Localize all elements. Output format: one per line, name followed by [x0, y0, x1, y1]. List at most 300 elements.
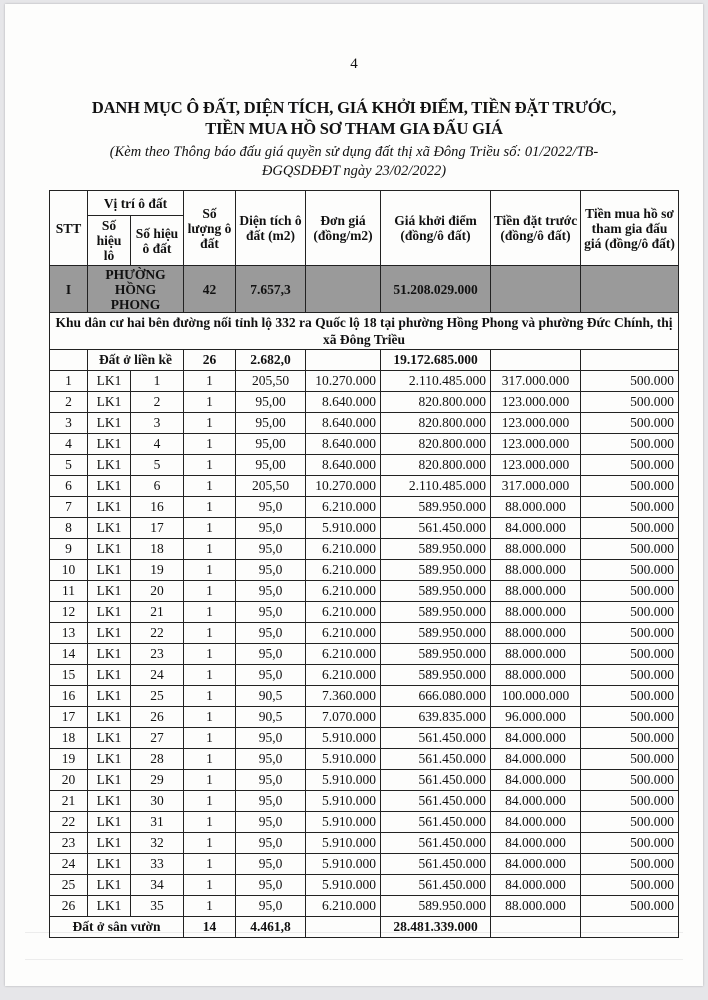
row-plot-code: 17 [131, 518, 184, 539]
row-stt: 4 [50, 434, 88, 455]
group-starting-price: 28.481.339.000 [381, 917, 491, 938]
row-plot-code: 34 [131, 875, 184, 896]
land-plot-table [49, 190, 679, 938]
row-area: 95,0 [236, 644, 306, 665]
row-lot-code: LK1 [88, 833, 131, 854]
row-unit-price: 10.270.000 [306, 371, 381, 392]
row-deposit: 84.000.000 [491, 833, 581, 854]
table-row [50, 833, 679, 854]
row-area: 95,0 [236, 623, 306, 644]
row-plot-code: 33 [131, 854, 184, 875]
row-plot-code: 2 [131, 392, 184, 413]
row-lot-code: LK1 [88, 791, 131, 812]
table-row [50, 518, 679, 539]
row-unit-price: 6.210.000 [306, 581, 381, 602]
row-deposit: 84.000.000 [491, 854, 581, 875]
row-deposit: 84.000.000 [491, 728, 581, 749]
row-starting-price: 820.800.000 [381, 413, 491, 434]
header-location-group: Vị trí ô đất [88, 191, 184, 216]
row-starting-price: 561.450.000 [381, 854, 491, 875]
row-unit-price: 8.640.000 [306, 413, 381, 434]
row-starting-price: 561.450.000 [381, 749, 491, 770]
title-line-1: DANH MỤC Ô ĐẤT, DIỆN TÍCH, GIÁ KHỞI ĐIỂM, TIỀN ĐẶT TRƯỚC, [91, 98, 617, 117]
area-heading-row [50, 313, 679, 350]
row-deposit: 88.000.000 [491, 497, 581, 518]
group-starting-price: 19.172.685.000 [381, 350, 491, 371]
row-dossier-fee: 500.000 [581, 413, 679, 434]
row-unit-price: 5.910.000 [306, 854, 381, 875]
group-row-san-vuon [50, 917, 679, 938]
row-lot-code: LK1 [88, 371, 131, 392]
header-deposit: Tiền đặt trước (đồng/ô đất) [491, 191, 581, 266]
table-row [50, 749, 679, 770]
header-stt: STT [50, 191, 88, 266]
row-stt: 8 [50, 518, 88, 539]
row-unit-price: 8.640.000 [306, 434, 381, 455]
table-row [50, 602, 679, 623]
row-starting-price: 589.950.000 [381, 560, 491, 581]
row-quantity: 1 [184, 749, 236, 770]
row-starting-price: 2.110.485.000 [381, 371, 491, 392]
row-dossier-fee: 500.000 [581, 854, 679, 875]
table-row [50, 770, 679, 791]
table-row [50, 392, 679, 413]
row-deposit: 123.000.000 [491, 392, 581, 413]
row-area: 95,00 [236, 392, 306, 413]
row-deposit: 123.000.000 [491, 455, 581, 476]
row-plot-code: 25 [131, 686, 184, 707]
row-deposit: 88.000.000 [491, 896, 581, 917]
table-row [50, 371, 679, 392]
row-lot-code: LK1 [88, 539, 131, 560]
row-lot-code: LK1 [88, 455, 131, 476]
row-quantity: 1 [184, 833, 236, 854]
stamp-mark [688, 364, 704, 484]
row-dossier-fee: 500.000 [581, 602, 679, 623]
row-area: 205,50 [236, 476, 306, 497]
table-row [50, 623, 679, 644]
subtitle-line-1: (Kèm theo Thông báo đấu giá quyền sử dụng đất thị xã Đông Triều số: 01/2022/TB- [109, 144, 599, 160]
row-stt: 15 [50, 665, 88, 686]
row-dossier-fee: 500.000 [581, 497, 679, 518]
row-unit-price: 5.910.000 [306, 791, 381, 812]
row-deposit: 317.000.000 [491, 476, 581, 497]
table-row [50, 812, 679, 833]
row-area: 95,0 [236, 770, 306, 791]
row-quantity: 1 [184, 476, 236, 497]
row-area: 95,0 [236, 665, 306, 686]
row-starting-price: 561.450.000 [381, 518, 491, 539]
row-quantity: 1 [184, 791, 236, 812]
row-unit-price: 7.070.000 [306, 707, 381, 728]
row-unit-price: 5.910.000 [306, 833, 381, 854]
row-quantity: 1 [184, 434, 236, 455]
header-area: Diện tích ô đất (m2) [236, 191, 306, 266]
row-dossier-fee: 500.000 [581, 770, 679, 791]
row-deposit: 88.000.000 [491, 602, 581, 623]
row-starting-price: 589.950.000 [381, 581, 491, 602]
row-lot-code: LK1 [88, 497, 131, 518]
row-plot-code: 19 [131, 560, 184, 581]
row-unit-price: 5.910.000 [306, 728, 381, 749]
row-quantity: 1 [184, 896, 236, 917]
row-stt: 20 [50, 770, 88, 791]
table-row [50, 665, 679, 686]
row-stt: 23 [50, 833, 88, 854]
row-plot-code: 30 [131, 791, 184, 812]
row-deposit: 88.000.000 [491, 665, 581, 686]
row-lot-code: LK1 [88, 707, 131, 728]
row-lot-code: LK1 [88, 686, 131, 707]
header-plot-code: Số hiệu ô đất [131, 216, 184, 266]
row-plot-code: 23 [131, 644, 184, 665]
row-area: 95,0 [236, 875, 306, 896]
row-stt: 11 [50, 581, 88, 602]
row-area: 95,00 [236, 413, 306, 434]
row-starting-price: 589.950.000 [381, 623, 491, 644]
table-row [50, 476, 679, 497]
row-plot-code: 3 [131, 413, 184, 434]
row-plot-code: 29 [131, 770, 184, 791]
row-unit-price: 10.270.000 [306, 476, 381, 497]
row-dossier-fee: 500.000 [581, 623, 679, 644]
row-area: 95,0 [236, 602, 306, 623]
row-dossier-fee: 500.000 [581, 539, 679, 560]
row-stt: 9 [50, 539, 88, 560]
row-dossier-fee: 500.000 [581, 686, 679, 707]
document-page [5, 4, 703, 986]
page-number: 4 [350, 56, 358, 72]
table-row [50, 497, 679, 518]
row-unit-price: 7.360.000 [306, 686, 381, 707]
ward-deposit [491, 266, 581, 313]
row-lot-code: LK1 [88, 623, 131, 644]
row-area: 95,0 [236, 833, 306, 854]
row-dossier-fee: 500.000 [581, 728, 679, 749]
row-quantity: 1 [184, 581, 236, 602]
row-deposit: 88.000.000 [491, 581, 581, 602]
row-stt: 25 [50, 875, 88, 896]
ward-quantity: 42 [184, 266, 236, 313]
row-area: 95,0 [236, 518, 306, 539]
row-lot-code: LK1 [88, 770, 131, 791]
row-dossier-fee: 500.000 [581, 875, 679, 896]
scan-artifact-line [25, 959, 683, 960]
row-starting-price: 589.950.000 [381, 602, 491, 623]
row-starting-price: 820.800.000 [381, 455, 491, 476]
table-row [50, 434, 679, 455]
row-deposit: 84.000.000 [491, 791, 581, 812]
row-lot-code: LK1 [88, 413, 131, 434]
row-lot-code: LK1 [88, 875, 131, 896]
row-deposit: 88.000.000 [491, 560, 581, 581]
row-dossier-fee: 500.000 [581, 644, 679, 665]
ward-name: PHƯỜNG HỒNG PHONG [88, 266, 184, 313]
row-deposit: 84.000.000 [491, 770, 581, 791]
table-row [50, 896, 679, 917]
row-quantity: 1 [184, 707, 236, 728]
row-plot-code: 22 [131, 623, 184, 644]
row-plot-code: 4 [131, 434, 184, 455]
table-row [50, 455, 679, 476]
row-stt: 26 [50, 896, 88, 917]
header-lot-code: Số hiệu lô [88, 216, 131, 266]
ward-area: 7.657,3 [236, 266, 306, 313]
row-area: 95,0 [236, 896, 306, 917]
row-starting-price: 639.835.000 [381, 707, 491, 728]
row-starting-price: 666.080.000 [381, 686, 491, 707]
row-plot-code: 32 [131, 833, 184, 854]
row-plot-code: 6 [131, 476, 184, 497]
group-label: Đất ở liền kề [88, 350, 184, 371]
table-row [50, 728, 679, 749]
group-area: 4.461,8 [236, 917, 306, 938]
row-dossier-fee: 500.000 [581, 581, 679, 602]
row-unit-price: 6.210.000 [306, 539, 381, 560]
row-stt: 17 [50, 707, 88, 728]
row-quantity: 1 [184, 497, 236, 518]
row-starting-price: 589.950.000 [381, 665, 491, 686]
row-unit-price: 6.210.000 [306, 623, 381, 644]
row-stt: 7 [50, 497, 88, 518]
row-quantity: 1 [184, 812, 236, 833]
row-area: 95,00 [236, 434, 306, 455]
table-row [50, 539, 679, 560]
title-line-2: TIỀN MUA HỒ SƠ THAM GIA ĐẤU GIÁ [205, 119, 503, 138]
row-stt: 14 [50, 644, 88, 665]
row-dossier-fee: 500.000 [581, 455, 679, 476]
row-plot-code: 28 [131, 749, 184, 770]
row-lot-code: LK1 [88, 812, 131, 833]
row-unit-price: 5.910.000 [306, 749, 381, 770]
area-heading: Khu dân cư hai bên đường nối tỉnh lộ 332 ra Quốc lộ 18 tại phường Hồng Phong và phường Đức Chính, thị xã Đông Triều [50, 313, 679, 350]
document-title [5, 97, 703, 139]
row-starting-price: 561.450.000 [381, 875, 491, 896]
row-area: 95,0 [236, 497, 306, 518]
row-deposit: 84.000.000 [491, 875, 581, 896]
row-dossier-fee: 500.000 [581, 560, 679, 581]
table-row [50, 707, 679, 728]
row-stt: 22 [50, 812, 88, 833]
row-unit-price: 6.210.000 [306, 665, 381, 686]
row-starting-price: 820.800.000 [381, 392, 491, 413]
row-lot-code: LK1 [88, 728, 131, 749]
row-unit-price: 5.910.000 [306, 518, 381, 539]
row-area: 95,0 [236, 581, 306, 602]
table-row [50, 644, 679, 665]
group-area: 2.682,0 [236, 350, 306, 371]
ward-starting-price: 51.208.029.000 [381, 266, 491, 313]
row-area: 90,5 [236, 707, 306, 728]
row-quantity: 1 [184, 623, 236, 644]
row-deposit: 84.000.000 [491, 518, 581, 539]
row-quantity: 1 [184, 665, 236, 686]
document-subtitle [65, 143, 643, 181]
row-dossier-fee: 500.000 [581, 665, 679, 686]
row-lot-code: LK1 [88, 665, 131, 686]
row-area: 95,0 [236, 854, 306, 875]
row-area: 95,00 [236, 455, 306, 476]
subtitle-line-2: ĐGQSDĐĐT ngày 23/02/2022) [261, 163, 447, 179]
row-starting-price: 561.450.000 [381, 728, 491, 749]
row-area: 95,0 [236, 560, 306, 581]
row-lot-code: LK1 [88, 644, 131, 665]
row-starting-price: 589.950.000 [381, 497, 491, 518]
row-quantity: 1 [184, 413, 236, 434]
row-unit-price: 5.910.000 [306, 875, 381, 896]
row-lot-code: LK1 [88, 749, 131, 770]
row-unit-price: 6.210.000 [306, 602, 381, 623]
row-stt: 1 [50, 371, 88, 392]
row-lot-code: LK1 [88, 896, 131, 917]
row-dossier-fee: 500.000 [581, 812, 679, 833]
row-quantity: 1 [184, 518, 236, 539]
row-quantity: 1 [184, 392, 236, 413]
row-plot-code: 18 [131, 539, 184, 560]
row-plot-code: 26 [131, 707, 184, 728]
row-plot-code: 27 [131, 728, 184, 749]
row-quantity: 1 [184, 371, 236, 392]
row-stt: 5 [50, 455, 88, 476]
row-dossier-fee: 500.000 [581, 371, 679, 392]
row-starting-price: 589.950.000 [381, 644, 491, 665]
row-quantity: 1 [184, 602, 236, 623]
row-stt: 21 [50, 791, 88, 812]
row-dossier-fee: 500.000 [581, 476, 679, 497]
row-deposit: 123.000.000 [491, 413, 581, 434]
row-quantity: 1 [184, 686, 236, 707]
row-unit-price: 6.210.000 [306, 644, 381, 665]
row-lot-code: LK1 [88, 560, 131, 581]
row-stt: 10 [50, 560, 88, 581]
row-stt: 16 [50, 686, 88, 707]
row-quantity: 1 [184, 728, 236, 749]
ward-stt: I [50, 266, 88, 313]
row-unit-price: 6.210.000 [306, 560, 381, 581]
group-row-lien-ke [50, 350, 679, 371]
row-lot-code: LK1 [88, 602, 131, 623]
header-dossier-fee: Tiền mua hồ sơ tham gia đấu giá (đồng/ô đất) [581, 191, 679, 266]
row-deposit: 317.000.000 [491, 371, 581, 392]
row-deposit: 96.000.000 [491, 707, 581, 728]
row-unit-price: 8.640.000 [306, 392, 381, 413]
row-starting-price: 561.450.000 [381, 791, 491, 812]
table-row [50, 875, 679, 896]
row-quantity: 1 [184, 560, 236, 581]
row-unit-price: 8.640.000 [306, 455, 381, 476]
row-dossier-fee: 500.000 [581, 833, 679, 854]
row-quantity: 1 [184, 455, 236, 476]
row-area: 205,50 [236, 371, 306, 392]
row-unit-price: 5.910.000 [306, 812, 381, 833]
header-unit-price: Đơn giá (đồng/m2) [306, 191, 381, 266]
row-deposit: 88.000.000 [491, 644, 581, 665]
row-quantity: 1 [184, 770, 236, 791]
row-area: 95,0 [236, 749, 306, 770]
row-starting-price: 561.450.000 [381, 812, 491, 833]
row-area: 95,0 [236, 728, 306, 749]
row-unit-price: 6.210.000 [306, 896, 381, 917]
row-starting-price: 2.110.485.000 [381, 476, 491, 497]
row-stt: 24 [50, 854, 88, 875]
row-plot-code: 31 [131, 812, 184, 833]
row-dossier-fee: 500.000 [581, 749, 679, 770]
row-stt: 2 [50, 392, 88, 413]
row-starting-price: 820.800.000 [381, 434, 491, 455]
row-dossier-fee: 500.000 [581, 896, 679, 917]
row-deposit: 123.000.000 [491, 434, 581, 455]
table-row [50, 413, 679, 434]
group-quantity: 14 [184, 917, 236, 938]
row-plot-code: 35 [131, 896, 184, 917]
header-quantity: Số lượng ô đất [184, 191, 236, 266]
header-starting-price: Giá khởi điểm (đồng/ô đất) [381, 191, 491, 266]
row-dossier-fee: 500.000 [581, 392, 679, 413]
row-unit-price: 5.910.000 [306, 770, 381, 791]
row-plot-code: 24 [131, 665, 184, 686]
row-starting-price: 589.950.000 [381, 539, 491, 560]
table-row [50, 560, 679, 581]
row-deposit: 88.000.000 [491, 539, 581, 560]
row-lot-code: LK1 [88, 476, 131, 497]
row-lot-code: LK1 [88, 392, 131, 413]
ward-fee [581, 266, 679, 313]
row-quantity: 1 [184, 539, 236, 560]
row-deposit: 84.000.000 [491, 812, 581, 833]
row-plot-code: 20 [131, 581, 184, 602]
row-deposit: 88.000.000 [491, 623, 581, 644]
row-lot-code: LK1 [88, 581, 131, 602]
row-deposit: 100.000.000 [491, 686, 581, 707]
row-plot-code: 5 [131, 455, 184, 476]
row-dossier-fee: 500.000 [581, 518, 679, 539]
row-plot-code: 21 [131, 602, 184, 623]
row-quantity: 1 [184, 854, 236, 875]
table-row [50, 686, 679, 707]
row-stt: 6 [50, 476, 88, 497]
row-stt: 3 [50, 413, 88, 434]
row-lot-code: LK1 [88, 854, 131, 875]
row-plot-code: 1 [131, 371, 184, 392]
row-quantity: 1 [184, 644, 236, 665]
table-row [50, 854, 679, 875]
row-deposit: 84.000.000 [491, 749, 581, 770]
ward-row [50, 266, 679, 313]
ward-unit-price [306, 266, 381, 313]
table-row [50, 791, 679, 812]
row-stt: 18 [50, 728, 88, 749]
row-area: 95,0 [236, 791, 306, 812]
row-plot-code: 16 [131, 497, 184, 518]
group-label: Đất ở sân vườn [50, 917, 184, 938]
row-stt: 13 [50, 623, 88, 644]
row-stt: 12 [50, 602, 88, 623]
row-lot-code: LK1 [88, 518, 131, 539]
table-row [50, 581, 679, 602]
row-area: 95,0 [236, 812, 306, 833]
row-dossier-fee: 500.000 [581, 707, 679, 728]
row-stt: 19 [50, 749, 88, 770]
row-dossier-fee: 500.000 [581, 434, 679, 455]
row-starting-price: 561.450.000 [381, 833, 491, 854]
row-quantity: 1 [184, 875, 236, 896]
row-unit-price: 6.210.000 [306, 497, 381, 518]
row-starting-price: 561.450.000 [381, 770, 491, 791]
row-starting-price: 589.950.000 [381, 896, 491, 917]
row-area: 95,0 [236, 539, 306, 560]
row-area: 90,5 [236, 686, 306, 707]
row-lot-code: LK1 [88, 434, 131, 455]
